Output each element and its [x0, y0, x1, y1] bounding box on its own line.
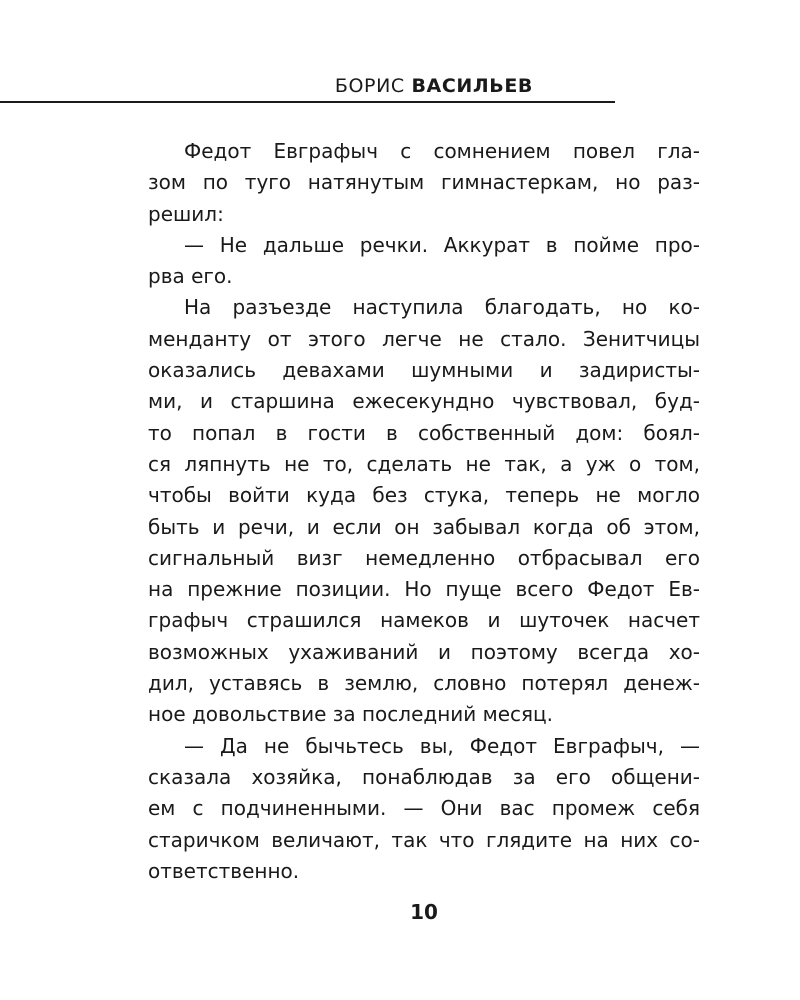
body-text — [148, 136, 700, 887]
text-line: ся ляпнуть не то, сделать не так, а уж о том, — [148, 451, 700, 476]
text-line: ем с подчиненными. — Они вас промеж себя — [148, 796, 700, 821]
header-rule — [0, 101, 615, 103]
text-line: решил: — [148, 201, 224, 226]
text-line: — Не дальше речки. Аккурат в пойме про- — [184, 232, 700, 257]
text-line: оказались девахами шумными и задиристы- — [148, 358, 700, 383]
text-line: на прежние позиции. Но пуще всего Федот Ев- — [148, 577, 700, 602]
text-line: быть и речи, и если он забывал когда об этом, — [148, 514, 700, 539]
text-line: то попал в гости в собственный дом: боял- — [148, 420, 700, 445]
text-line: ное довольствие за последний месяц. — [148, 702, 554, 727]
text-line: рва его. — [148, 264, 233, 289]
text-line: зом по туго натянутым гимнастеркам, но раз- — [148, 170, 700, 195]
text-line: сказала хозяйка, понаблюдав за его общени- — [148, 764, 700, 789]
text-line: старичком величают, так что глядите на них со- — [148, 827, 700, 852]
text-line: Федот Евграфыч с сомнением повел гла- — [184, 139, 700, 163]
running-head — [0, 74, 533, 98]
text-line: На разъезде наступила благодать, но ко- — [184, 295, 700, 320]
text-line: менданту от этого легче не стало. Зенитчицы — [148, 326, 700, 351]
text-line: ответственно. — [148, 858, 300, 883]
text-line: дил, уставясь в землю, словно потерял денеж- — [148, 671, 700, 696]
author-first-name: БОРИС — [334, 75, 405, 97]
text-line: чтобы войти куда без стука, теперь не могло — [148, 483, 700, 508]
text-line: — Да не бычьтесь вы, Федот Евграфыч, — — [184, 733, 700, 758]
text-line: ми, и старшина ежесекундно чувствовал, буд- — [148, 389, 700, 414]
text-line: сигнальный визг немедленно отбрасывал его — [148, 545, 700, 570]
author-last-name: ВАСИЛЬЕВ — [411, 75, 533, 97]
text-line: возможных ухаживаний и поэтому всегда хо- — [148, 639, 700, 664]
text-line: графыч страшился намеков и шуточек насчет — [148, 608, 700, 633]
page-number: 10 — [410, 900, 438, 924]
